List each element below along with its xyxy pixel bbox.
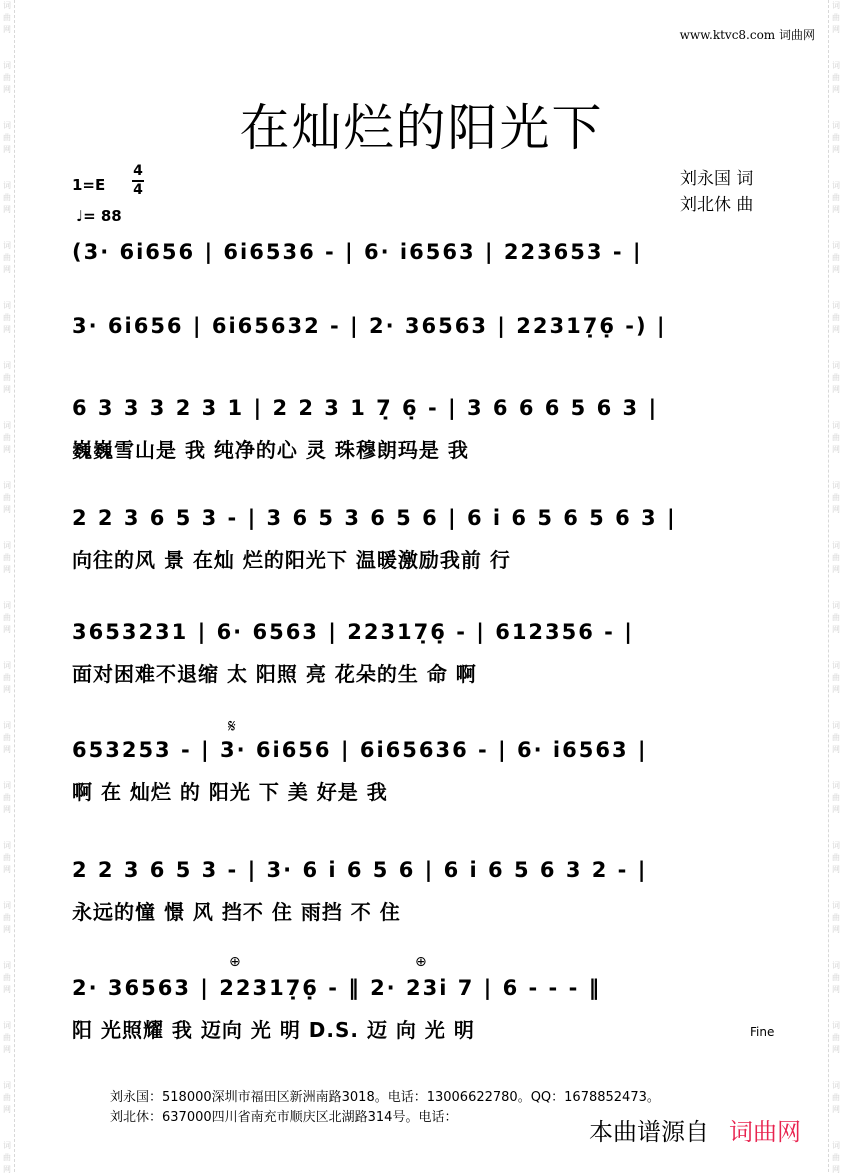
watermark-glyph: 词 (832, 241, 840, 250)
time-signature (132, 164, 144, 198)
watermark-glyph: 曲 (832, 13, 840, 22)
watermark-glyph: 曲 (3, 733, 11, 742)
watermark-glyph: 曲 (3, 613, 11, 622)
watermark-glyph: 曲 (3, 133, 11, 142)
watermark-glyph: 网 (832, 985, 840, 994)
watermark-glyph: 词 (3, 121, 11, 130)
watermark-glyph: 词 (3, 481, 11, 490)
watermark-glyph: 词 (3, 901, 11, 910)
watermark-glyph: 曲 (3, 1033, 11, 1042)
watermark-glyph: 词 (832, 781, 840, 790)
watermark-glyph: 词 (3, 841, 11, 850)
watermark-glyph: 曲 (3, 1153, 11, 1162)
watermark-glyph: 网 (3, 265, 11, 274)
watermark-glyph: 网 (832, 925, 840, 934)
watermark-glyph: 词 (3, 1141, 11, 1150)
notation-line: 653253 - | 3· 6i656 | 6i65636 - | 6· i6563 | (72, 738, 648, 762)
watermark-glyph: 网 (3, 325, 11, 334)
notation-line: 6 3 3 3 2 3 1 | 2 2 3 1 7̣ 6̣ - | 3 6 6 6 5 6 3 | (72, 396, 659, 420)
watermark-glyph: 曲 (832, 1153, 840, 1162)
watermark-glyph: 网 (832, 85, 840, 94)
watermark-glyph: 曲 (3, 553, 11, 562)
watermark-glyph: 词 (832, 301, 840, 310)
watermark-glyph: 曲 (3, 73, 11, 82)
watermark-glyph: 曲 (3, 433, 11, 442)
watermark-glyph: 网 (832, 1105, 840, 1114)
watermark-glyph: 词 (3, 421, 11, 430)
watermark-glyph: 曲 (832, 673, 840, 682)
watermark-glyph: 网 (832, 505, 840, 514)
watermark-glyph: 曲 (3, 973, 11, 982)
watermark-glyph: 词 (3, 1081, 11, 1090)
footer-line-2: 刘北休：637000四川省南充市顺庆区北湖路314号。电话： (110, 1110, 458, 1125)
watermark-glyph: 网 (832, 1165, 840, 1174)
watermark-glyph: 词 (3, 181, 11, 190)
watermark-glyph: 曲 (3, 193, 11, 202)
watermark-glyph: 曲 (832, 1033, 840, 1042)
watermark-glyph: 词 (3, 721, 11, 730)
watermark-glyph: 词 (832, 421, 840, 430)
watermark-glyph: 网 (832, 205, 840, 214)
site-url[interactable]: www.ktvc8.com 词曲网 (679, 28, 815, 42)
notation-line: (3· 6i656 | 6i6536 - | 6· i6563 | 223653 - | (72, 240, 643, 264)
watermark-glyph: 词 (832, 901, 840, 910)
watermark-glyph: 曲 (832, 1093, 840, 1102)
fine-mark: Fine (750, 1025, 775, 1039)
watermark-glyph: 网 (3, 85, 11, 94)
watermark-glyph: 曲 (3, 913, 11, 922)
watermark-glyph: 网 (832, 745, 840, 754)
watermark-glyph: 词 (832, 661, 840, 670)
watermark-glyph: 曲 (832, 193, 840, 202)
watermark-glyph: 词 (832, 181, 840, 190)
watermark-glyph: 网 (3, 685, 11, 694)
lyrics-line: 向往的风 景 在灿 烂的阳光下 温暖激励我前 行 (72, 548, 511, 572)
watermark-glyph: 曲 (3, 853, 11, 862)
song-title: 在灿烂的阳光下 (239, 99, 604, 157)
watermark-glyph: 曲 (832, 973, 840, 982)
watermark-glyph: 网 (832, 565, 840, 574)
watermark-glyph: 词 (832, 481, 840, 490)
watermark-glyph: 词 (832, 601, 840, 610)
watermark-glyph: 网 (3, 25, 11, 34)
watermark-glyph: 词 (832, 121, 840, 130)
watermark-glyph: 曲 (3, 373, 11, 382)
watermark-glyph: 网 (3, 745, 11, 754)
watermark-glyph: 网 (832, 805, 840, 814)
watermark-glyph: 曲 (3, 793, 11, 802)
watermark-glyph: 网 (3, 985, 11, 994)
watermark-glyph: 词 (832, 841, 840, 850)
watermark-glyph: 词 (3, 961, 11, 970)
lyrics-line: 面对困难不退缩 太 阳照 亮 花朵的生 命 啊 (72, 662, 477, 686)
watermark-glyph: 词 (832, 1021, 840, 1030)
watermark-glyph: 词 (832, 1141, 840, 1150)
watermark-glyph: 网 (3, 445, 11, 454)
watermark-glyph: 网 (3, 1105, 11, 1114)
right-watermark-strip (828, 0, 843, 1172)
notation-line: 3· 6i656 | 6i65632 - | 2· 36563 | 22317̣6̣ -) | (72, 314, 667, 338)
notation-line: 2· 36563 | 22317̣6̣ - ‖ 2· 23i 7 | 6 - - - ‖ (72, 976, 602, 1000)
composer: 刘北休 曲 (680, 195, 754, 215)
watermark-glyph: 网 (3, 925, 11, 934)
source-credit (589, 1112, 801, 1147)
lyrics-line: 啊 在 灿烂 的 阳光 下 美 好是 我 (72, 780, 388, 804)
watermark-glyph: 网 (3, 1045, 11, 1054)
tempo-mark: ♩= 88 (76, 207, 122, 225)
watermark-glyph: 网 (832, 685, 840, 694)
watermark-glyph: 词 (3, 1, 11, 10)
watermark-glyph: 网 (3, 565, 11, 574)
contact-footer (110, 1088, 660, 1128)
lyrics-line: 阳 光照耀 我 迈向 光 明 D.S. 迈 向 光 明 (72, 1018, 475, 1042)
watermark-glyph: 网 (3, 805, 11, 814)
notation-line: 2 2 3 6 5 3 - | 3· 6 i 6 5 6 | 6 i 6 5 6 3 2 - | (72, 858, 648, 882)
watermark-glyph: 网 (3, 385, 11, 394)
lyricist: 刘永国 词 (680, 169, 754, 189)
lyrics-line: 永远的憧 憬 风 挡不 住 雨挡 不 住 (72, 900, 401, 924)
watermark-glyph: 词 (832, 1, 840, 10)
watermark-glyph: 曲 (832, 433, 840, 442)
watermark-glyph: 网 (832, 265, 840, 274)
watermark-glyph: 词 (3, 661, 11, 670)
watermark-glyph: 曲 (3, 253, 11, 262)
watermark-glyph: 网 (3, 205, 11, 214)
watermark-glyph: 词 (832, 61, 840, 70)
watermark-glyph: 词 (3, 61, 11, 70)
watermark-glyph: 网 (3, 1165, 11, 1174)
watermark-glyph: 词 (3, 1021, 11, 1030)
credits (680, 166, 753, 218)
watermark-glyph: 词 (3, 781, 11, 790)
watermark-glyph: 词 (832, 721, 840, 730)
watermark-glyph: 词 (3, 361, 11, 370)
watermark-glyph: 曲 (832, 313, 840, 322)
watermark-glyph: 曲 (832, 853, 840, 862)
watermark-glyph: 曲 (832, 73, 840, 82)
time-top: 4 (133, 163, 143, 179)
watermark-glyph: 曲 (832, 733, 840, 742)
coda-mark-2: ⊕ (415, 954, 427, 970)
watermark-glyph: 词 (832, 541, 840, 550)
watermark-glyph: 曲 (3, 13, 11, 22)
time-bottom: 4 (133, 182, 143, 198)
watermark-glyph: 词 (3, 601, 11, 610)
watermark-glyph: 词 (3, 241, 11, 250)
watermark-glyph: 曲 (832, 613, 840, 622)
watermark-glyph: 词 (3, 541, 11, 550)
watermark-glyph: 网 (3, 505, 11, 514)
watermark-glyph: 曲 (3, 313, 11, 322)
source-brand-link[interactable]: 词曲网 (729, 1118, 801, 1146)
watermark-glyph: 曲 (3, 493, 11, 502)
watermark-glyph: 曲 (832, 793, 840, 802)
coda-mark-1: ⊕ (229, 954, 241, 970)
watermark-glyph: 网 (3, 865, 11, 874)
watermark-glyph: 曲 (832, 373, 840, 382)
watermark-glyph: 词 (832, 1081, 840, 1090)
watermark-glyph: 词 (832, 961, 840, 970)
watermark-glyph: 网 (3, 145, 11, 154)
watermark-glyph: 网 (832, 445, 840, 454)
watermark-glyph: 曲 (832, 253, 840, 262)
watermark-glyph: 曲 (832, 133, 840, 142)
notation-line: 3653231 | 6· 6563 | 22317̣6̣ - | 612356 - | (72, 620, 634, 644)
key-signature: 1=E (72, 176, 106, 194)
watermark-glyph: 曲 (832, 493, 840, 502)
source-label: 本曲谱源自 (589, 1118, 709, 1146)
watermark-glyph: 网 (832, 385, 840, 394)
watermark-glyph: 词 (832, 361, 840, 370)
watermark-glyph: 曲 (3, 1093, 11, 1102)
watermark-glyph: 网 (832, 325, 840, 334)
watermark-glyph: 网 (3, 625, 11, 634)
notation-line: 2 2 3 6 5 3 - | 3 6 5 3 6 5 6 | 6 i 6 5 6 5 6 3 | (72, 506, 677, 530)
left-watermark-strip (0, 0, 15, 1172)
watermark-glyph: 网 (832, 25, 840, 34)
watermark-glyph: 曲 (832, 913, 840, 922)
watermark-glyph: 词 (3, 301, 11, 310)
watermark-glyph: 网 (832, 145, 840, 154)
lyrics-line: 巍巍雪山是 我 纯净的心 灵 珠穆朗玛是 我 (72, 438, 469, 462)
segno-mark: 𝄋 (228, 716, 236, 737)
watermark-glyph: 曲 (3, 673, 11, 682)
watermark-glyph: 网 (832, 865, 840, 874)
footer-line-1: 刘永国：518000深圳市福田区新洲南路3018。电话：13006622780。QQ：1678852473。 (110, 1090, 660, 1105)
watermark-glyph: 曲 (832, 553, 840, 562)
watermark-glyph: 网 (832, 625, 840, 634)
watermark-glyph: 网 (832, 1045, 840, 1054)
